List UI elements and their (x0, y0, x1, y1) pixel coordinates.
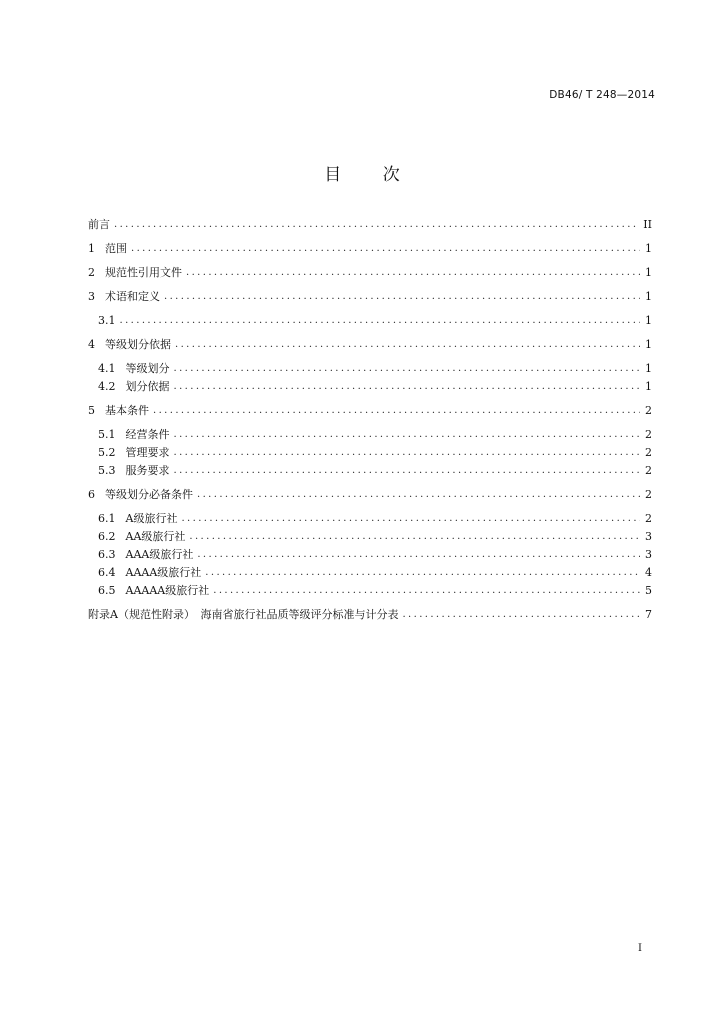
toc-entry[interactable] (88, 334, 652, 352)
toc-entry[interactable] (88, 238, 652, 256)
toc-page-number: 1 (645, 242, 652, 255)
toc-entry-label: 4.2 划分依据 (98, 380, 170, 393)
toc-page-number: 2 (645, 464, 652, 477)
toc-page-number: 2 (645, 512, 652, 525)
toc-page-number: 1 (645, 380, 652, 393)
dot-leader (181, 512, 640, 526)
toc-entry-number: 5.2 (98, 446, 116, 459)
toc-entry-number: 6.1 (98, 512, 116, 525)
toc-subentry[interactable] (98, 310, 652, 328)
toc-entry-number: 1 (88, 242, 95, 255)
toc-entry-label: 3 术语和定义 (88, 290, 160, 303)
toc-title: 目 次 (324, 165, 418, 185)
dot-leader (197, 488, 640, 502)
toc-entry-label: 5.3 服务要求 (98, 464, 170, 477)
toc-entry-number: 3 (88, 290, 95, 303)
dot-leader (174, 380, 641, 394)
toc-entry-number: 2 (88, 266, 95, 279)
toc-page-number: 1 (645, 362, 652, 375)
dot-leader (205, 566, 640, 580)
toc-entry-label: 6.1 A级旅行社 (98, 512, 178, 525)
toc-entry-number: 5 (88, 404, 95, 417)
dot-leader (174, 464, 641, 478)
toc-entry-label: 附录A（规范性附录） 海南省旅行社品质等级评分标准与计分表 (88, 608, 399, 621)
toc-subentry[interactable] (98, 460, 652, 478)
toc-page-number: 4 (645, 566, 652, 579)
dot-leader (402, 608, 640, 622)
dot-leader (114, 218, 639, 232)
toc-entry-foreword[interactable] (88, 214, 652, 232)
dot-leader (174, 362, 641, 376)
dot-leader (213, 584, 640, 598)
dot-leader (131, 242, 640, 256)
toc-subentry[interactable] (98, 526, 652, 544)
toc-entry[interactable] (88, 400, 652, 418)
toc-page-number: 1 (645, 266, 652, 279)
dot-leader (120, 314, 641, 328)
dot-leader (174, 428, 641, 442)
toc-entry-number: 3.1 (98, 314, 116, 327)
toc-entry-number: 5.1 (98, 428, 116, 441)
toc-entry-label: 6.2 AA级旅行社 (98, 530, 186, 543)
toc-entry-label: 6.3 AAA级旅行社 (98, 548, 194, 561)
toc-page-number: 7 (645, 608, 652, 621)
toc-subentry[interactable] (98, 424, 652, 442)
toc-subentry[interactable] (98, 442, 652, 460)
table-of-contents (88, 0, 652, 1024)
footer-page-number: I (638, 943, 642, 954)
dot-leader (153, 404, 640, 418)
toc-entry[interactable] (88, 484, 652, 502)
toc-entry-number: 6 (88, 488, 95, 501)
toc-page-number: 1 (645, 314, 652, 327)
toc-entry-appendix[interactable] (88, 604, 652, 622)
toc-page-number: II (643, 218, 652, 231)
toc-page-number: 3 (645, 548, 652, 561)
toc-page-number: 1 (645, 290, 652, 303)
dot-leader (186, 266, 640, 280)
toc-entry-label (98, 314, 116, 328)
toc-entry-number: 4.2 (98, 380, 116, 393)
toc-page-number: 5 (645, 584, 652, 597)
toc-subentry[interactable] (98, 562, 652, 580)
toc-entry-label: 4 等级划分依据 (88, 338, 171, 351)
toc-page-number: 2 (645, 404, 652, 417)
toc-entry-number: 4.1 (98, 362, 116, 375)
toc-entry-number: 6.2 (98, 530, 116, 543)
toc-entry-number: 6.4 (98, 566, 116, 579)
toc-entry-label: 1 范围 (88, 242, 127, 255)
toc-subentry[interactable] (98, 580, 652, 598)
toc-entry[interactable] (88, 262, 652, 280)
toc-subentry[interactable] (98, 544, 652, 562)
toc-page-number: 2 (645, 428, 652, 441)
toc-entry-label: 4.1 等级划分 (98, 362, 170, 375)
dot-leader (197, 548, 640, 562)
toc-entry-label: 前言 (88, 218, 110, 231)
toc-entry-label: 2 规范性引用文件 (88, 266, 182, 279)
toc-entry-label: 6.5 AAAAA级旅行社 (98, 584, 210, 597)
dot-leader (189, 530, 640, 544)
toc-entry-label: 6.4 AAAA级旅行社 (98, 566, 202, 579)
toc-entry-number: 6.3 (98, 548, 116, 561)
toc-entry-label: 5.2 管理要求 (98, 446, 170, 459)
document-code: DB46/ T 248—2014 (549, 89, 655, 101)
toc-subentry[interactable] (98, 358, 652, 376)
toc-page-number: 2 (645, 488, 652, 501)
toc-entry-number: 4 (88, 338, 95, 351)
toc-entry[interactable] (88, 286, 652, 304)
toc-entry-label: 5.1 经营条件 (98, 428, 170, 441)
dot-leader (174, 446, 641, 460)
toc-entry-number: 6.5 (98, 584, 116, 597)
toc-page-number: 1 (645, 338, 652, 351)
toc-entry-label: 5 基本条件 (88, 404, 149, 417)
dot-leader (175, 338, 640, 352)
dot-leader (164, 290, 640, 304)
toc-entry-label: 6 等级划分必备条件 (88, 488, 193, 501)
toc-subentry[interactable] (98, 508, 652, 526)
toc-page-number: 3 (645, 530, 652, 543)
toc-entry-number: 5.3 (98, 464, 116, 477)
toc-page-number: 2 (645, 446, 652, 459)
toc-subentry[interactable] (98, 376, 652, 394)
